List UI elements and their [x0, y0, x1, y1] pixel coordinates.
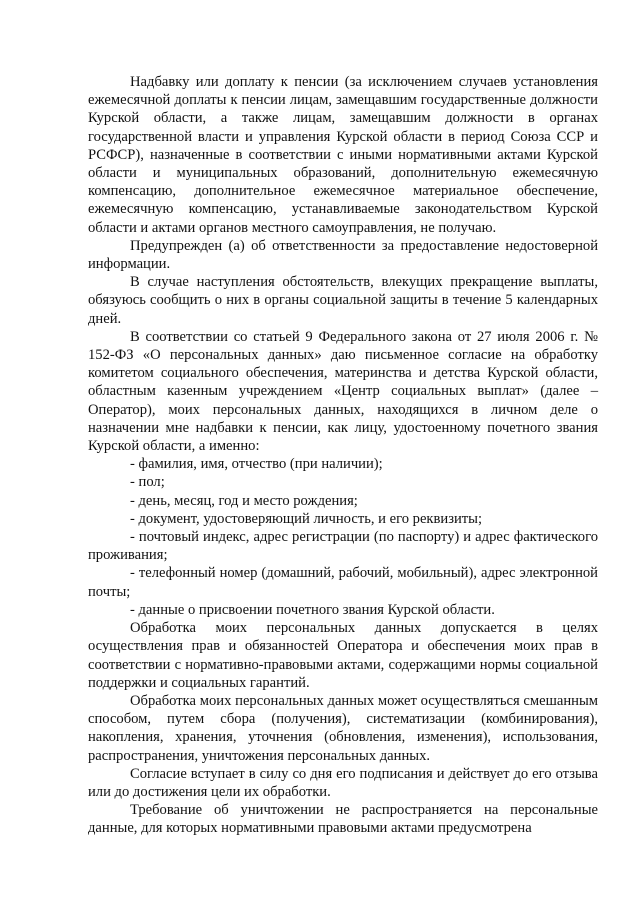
personal-data-list — [88, 455, 598, 619]
list-item: - документ, удостоверяющий личность, и его реквизиты; — [130, 510, 483, 527]
list-item: - фамилия, имя, отчество (при наличии); — [130, 456, 383, 473]
paragraph-warning: Предупрежден (а) об ответственности за предоставление недостоверной информации. — [88, 237, 598, 273]
list-item: - почтовый индекс, адрес регистрации (по паспорту) и адрес фактического проживания; — [88, 529, 598, 564]
paragraph-processing-purpose: Обработка моих персональных данных допускается в целях осуществления прав и обязанностей Оператора и обеспечения моих прав в соответствии с нормативно-правовыми актами, содержащими нормы социальной поддержки и социальных гарантий. — [88, 620, 598, 691]
paragraph-destruction-requirement: Требование об уничтожении не распространяется на персональные данные, для которых нормативными правовыми актами предусмотрена — [88, 802, 598, 837]
list-item: - телефонный номер (домашний, рабочий, мобильный), адрес электронной почты; — [88, 565, 598, 600]
list-item: - данные о присвоении почетного звания Курской области. — [130, 601, 495, 618]
list-item: - день, месяц, год и место рождения; — [130, 492, 358, 509]
paragraph-no-supplement: Надбавку или доплату к пенсии (за исключением случаев установления ежемесячной доплаты к пенсии лицам, замещавшим государственные должности Курской области, а также лицам, замещавшим должности в органах государственной власти и управления Курской области в период Союза ССР и РСФСР), назначенные в соответствии с иными нормативными актами Курской области и муниципальных образований, дополнительную ежемесячную компенсацию, дополнительное ежемесячное материальное обеспечение, ежемесячную компенсацию, устанавливаемые законодательством Курской области и актами органов местного самоуправления, не получаю. — [88, 74, 598, 236]
list-item: - пол; — [130, 474, 165, 491]
paragraph-consent-validity: Согласие вступает в силу со дня его подписания и действует до его отзыва или до достижения цели их обработки. — [88, 765, 598, 800]
paragraph-processing-methods: Обработка моих персональных данных может осуществляться смешанным способом, путем сбора (получения), систематизации (комбинирования), накопления, хранения, уточнения (обновления, изменения), использования, распространения, уничтожения персональных данных. — [88, 692, 598, 764]
paragraph-consent: В соответствии со статьей 9 Федерального закона от 27 июля 2006 г. № 152-ФЗ «О персональных данных» даю письменное согласие на обработку комитетом социального обеспечения, материнства и детства Курской области, областным казенным учреждением «Центр социальных выплат» (далее – Оператор), моих персональных данных, находящихся в личном деле о назначении мне надбавки к пенсии, как лицу, удостоенному почетного звания Курской области, а именно: — [88, 328, 598, 455]
paragraph-obligation: В случае наступления обстоятельств, влекущих прекращение выплаты, обязуюсь сообщить о них в органы социальной защиты в течение 5 календарных дней. — [88, 274, 598, 327]
document-page — [88, 73, 598, 838]
